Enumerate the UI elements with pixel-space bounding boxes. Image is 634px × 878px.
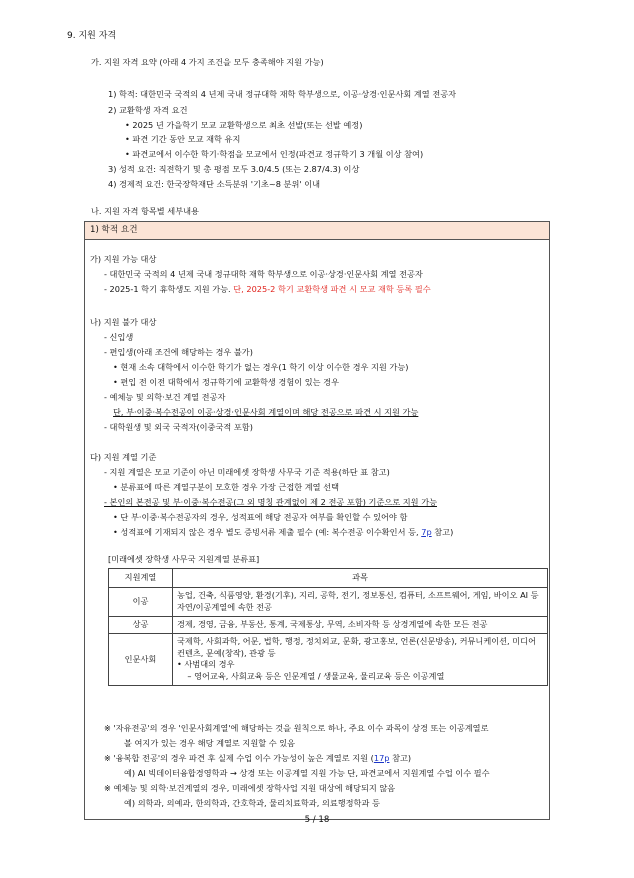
summary-item-3: 3) 성적 요건: 직전학기 및 총 평점 모두 3.0/4.5 (또는 2.87/4.3) 이상 [108, 164, 360, 174]
subject-line: 컨텐츠, 문예(창작), 관광 등 [177, 647, 276, 658]
da-item-2: - 본인의 본전공 및 부·이중·복수전공(그 외 명칭 관계없이 제 2 전공 포함) 기준으로 지원 가능 [104, 497, 438, 507]
ga-item-2-warning: 단, 2025-2 학기 교환학생 파견 시 모교 재학 등록 필수 [233, 284, 431, 294]
da-item-2a: • 단 부·이중·복수전공자의 경우, 성적표에 해당 전공자 여부를 확인할 수 있어야 함 [113, 512, 408, 522]
table-header-category: 지원계열 [109, 569, 173, 588]
na-title: 나) 지원 불가 대상 [90, 317, 157, 327]
na-item-2: - 편입생(아래 조건에 해당하는 경우 불가) [104, 347, 253, 357]
table-cell-category: 인문사회 [109, 633, 173, 686]
table-cell-subjects [173, 633, 548, 686]
na-item-3: - 예체능 및 의학·보건 계열 전공자 [104, 392, 226, 402]
subject-line: – 영어교육, 사회교육 등은 인문계열 / 생물교육, 물리교육 등은 이공계열 [177, 671, 445, 682]
summary-heading: 가. 지원 자격 요약 (아래 4 가지 조건을 모두 충족해야 지원 가능) [91, 57, 324, 67]
ga-title: 가) 지원 가능 대상 [90, 254, 157, 264]
summary-item-2a: • 2025 년 가을학기 모교 교환학생으로 최초 선발(또는 선발 예정) [125, 120, 363, 130]
section-title: 9. 지원 자격 [67, 31, 117, 41]
table-cell-subjects [173, 616, 548, 633]
page-7-link[interactable]: 7p [421, 527, 432, 537]
page-number: 5 / 18 [304, 815, 330, 825]
subject-line: • 사범대의 경우 [177, 659, 235, 670]
summary-item-2c: • 파견교에서 이수한 학기·학점을 모교에서 인정(파견교 정규학기 3 개월 이상 참여) [125, 149, 424, 159]
table-header-row [109, 569, 548, 588]
summary-item-2b: • 파견 기간 동안 모교 재학 유지 [125, 134, 241, 144]
subject-line: 자연/이공계열에 속한 전공 [177, 601, 272, 612]
classification-table [108, 568, 548, 686]
note-2-text: ※ '융복합 전공'의 경우 파견 후 실제 수업 이수 가능성이 높은 계열로 지원 ( [104, 753, 374, 763]
detail-heading: 나. 지원 자격 항목별 세부내용 [91, 206, 199, 216]
note-2-tail: 참고) [389, 753, 412, 763]
na-item-3a: 단, 부·이중·복수전공이 이공·상경·인문사회 계열이며 해당 전공으로 파견 시 지원 가능 [113, 407, 419, 417]
da-item-1 [104, 468, 390, 478]
note-3: ※ 예체능 및 의학·보건계열의 경우, 미래에셋 장학사업 지원 대상에 해당되지 않음 [104, 783, 396, 793]
da-item-2b-tail: 참고) [431, 527, 454, 537]
box-title: 1) 학적 요건 [85, 222, 549, 240]
table-row [109, 616, 548, 633]
table-header-subjects: 과목 [173, 569, 548, 588]
na-item-1: - 신입생 [104, 332, 134, 342]
subject-line: 국제학, 사회과학, 어문, 법학, 행정, 정치외교, 문화, 광고홍보, 언론(신문방송), 커뮤니케이션, 미디어 [177, 635, 536, 646]
table-cell-category: 이공 [109, 588, 173, 617]
table-row [109, 633, 548, 686]
da-item-2b-text: • 성적표에 기재되지 않은 경우 별도 증빙서류 제출 필수 (예: 복수전공 이수확인서 등, [113, 527, 422, 537]
summary-item-4: 4) 경제적 요건: 한국장학재단 소득분위 '기초~8 분위' 이내 [108, 179, 321, 189]
ga-item-2-text: - 2025-1 학기 휴학생도 지원 가능. [104, 284, 234, 294]
na-item-4: - 대학원생 및 외국 국적자(이중국적 포함) [104, 422, 253, 432]
subject-line: 경제, 경영, 금융, 부동산, 통계, 국제통상, 무역, 소비자학 등 상경계열에 속한 모든 전공 [177, 618, 488, 629]
table-caption: [미래에셋 장학생 사무국 지원계열 분류표] [108, 554, 260, 564]
ga-item-1: - 대한민국 국적의 4 년제 국내 정규대학 재학 학부생으로 이공·상경·인문사회 계열 전공자 [104, 269, 423, 279]
summary-item-2: 2) 교환학생 자격 요건 [108, 105, 188, 115]
ga-item-2 [104, 285, 431, 295]
note-1: ※ '자유전공'의 경우 '인문사회계열'에 해당하는 것을 원칙으로 하나, 주요 이수 과목이 상경 또는 이공계열로 [104, 723, 489, 733]
summary-item-1: 1) 학적: 대한민국 국적의 4 년제 국내 정규대학 재학 학부생으로, 이공·상경·인문사회 계열 전공자 [108, 89, 457, 99]
table-row [109, 588, 548, 617]
note-3b: 예) 의학과, 의예과, 한의학과, 간호학과, 물리치료학과, 의료행정학과 등 [124, 798, 380, 808]
subject-line: 농업, 건축, 식품영양, 환경(기후), 지리, 공학, 전기, 정보통신, 컴퓨터, 소프트웨어, 게임, 바이오 AI 등 [177, 590, 539, 600]
da-item-2b [113, 528, 453, 538]
page-17-link[interactable]: 17p [373, 753, 390, 763]
na-item-2b: • 편입 전 이전 대학에서 정규학기에 교환학생 경험이 있는 경우 [113, 377, 339, 387]
note-1b: 볼 여지가 있는 경우 해당 계열로 지원할 수 있음 [124, 738, 296, 748]
table-cell-category: 상공 [109, 616, 173, 633]
table-cell-subjects [173, 588, 548, 617]
note-2 [104, 754, 411, 764]
note-2b: 예) AI 빅데이터융합경영학과 → 상경 또는 이공계열 지원 가능 단, 파견교에서 지원계열 수업 이수 필수 [124, 768, 490, 778]
da-item-1a: • 분류표에 따른 계열구분이 모호한 경우 가장 근접한 계열 선택 [113, 482, 339, 492]
da-item-1-text: - 지원 계열은 모교 기준이 아닌 미래에셋 장학생 사무국 기준 적용(하단 표 참고) [104, 467, 390, 477]
na-item-2a: • 현재 소속 대학에서 이수한 학기가 없는 경우(1 학기 이상 이수한 경우 지원 가능) [113, 362, 409, 372]
da-title: 다) 지원 계열 기준 [90, 452, 157, 462]
